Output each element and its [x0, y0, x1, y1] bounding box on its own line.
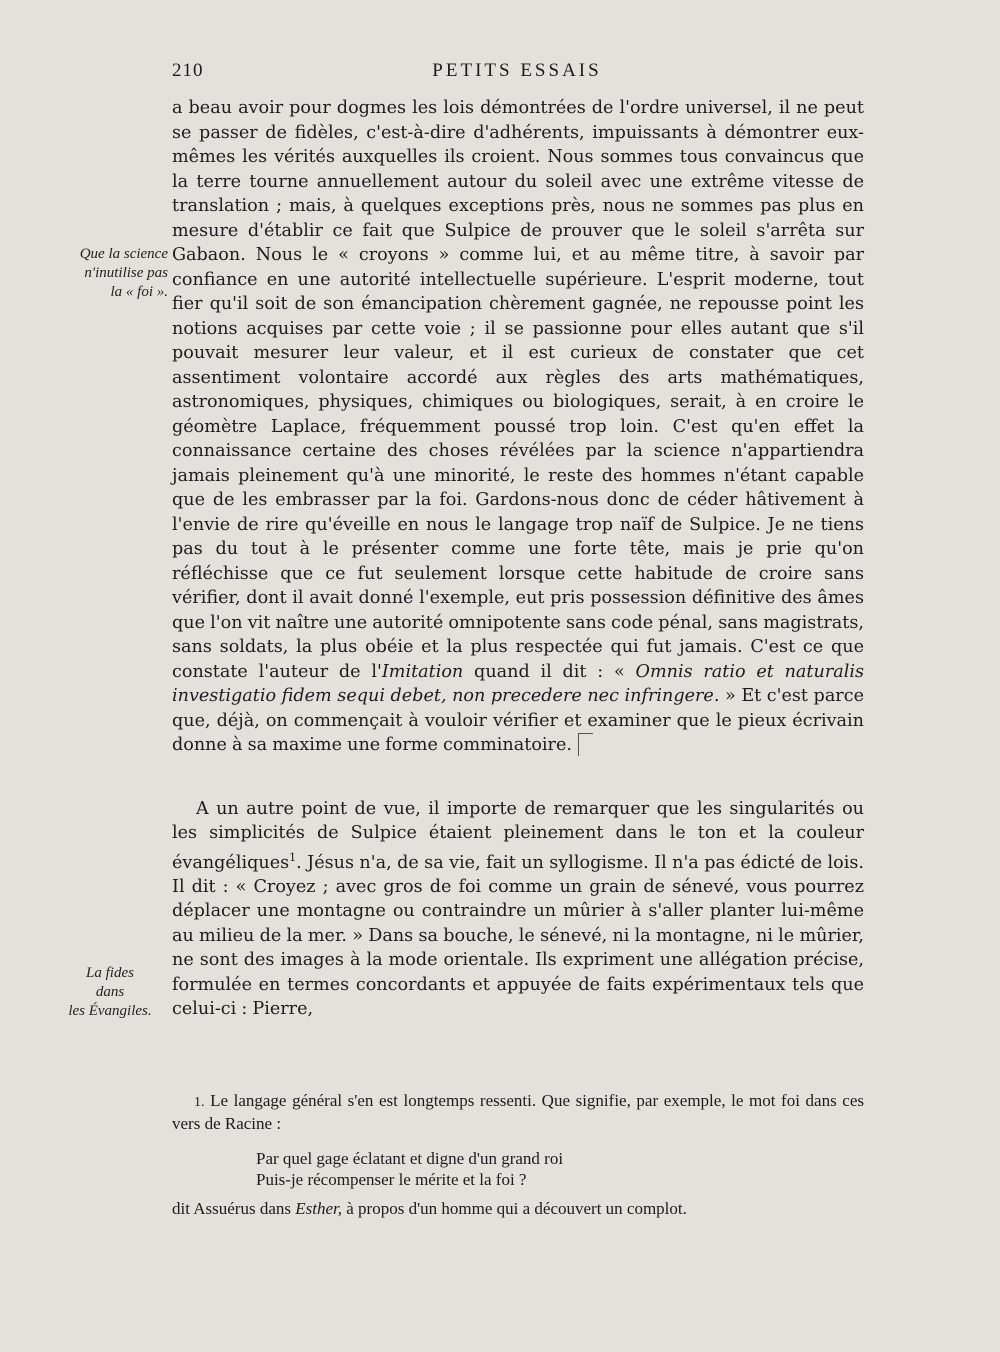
margin-note-science — [56, 245, 168, 302]
footnotes — [172, 1090, 864, 1219]
footnote-marker: 1. — [194, 1095, 205, 1110]
footnote-text: à propos d'un homme qui a découvert un complot. — [342, 1199, 687, 1218]
italic-title-esther: Esther, — [295, 1199, 342, 1218]
margin-note-line: la « foi ». — [110, 284, 168, 300]
proof-correction-mark — [578, 733, 593, 756]
footnote-text: Le langage général s'en est longtemps ressenti. Que signifie, par exemple, le mot foi dans ces vers de Racine : — [172, 1091, 864, 1133]
footnote-text: dit Assuérus dans — [172, 1199, 296, 1218]
running-title: PETITS ESSAIS — [432, 60, 602, 81]
paragraph-text: a beau avoir pour dogmes les lois démontrées de l'ordre universel, il ne peut se passer de fidèles, c'est-à-dire d'adhérents, impuissants à démontrer eux-mêmes les vérités auxquelles ils croient. Nous sommes tous convaincus que la terre tourne annuellement autour du soleil avec une extrême vitesse de translation ; mais, à quelques exceptions près, nous ne sommes pas plus en mesure d'établir ce fait que Sulpice de prouver que le soleil s'arrêta sur Gabaon. Nous le « croyons » comme lui, et au même titre, à savoir par confiance en une autorité intellectuelle supérieure. L'esprit moderne, tout fier qu'il soit de son émancipation chèrement gagnée, ne repousse point les notions acquises par cette voie ; il se passionne pour elles autant que s'il pouvait mesurer leur valeur, et il est curieux de constater que cet assentiment volontaire accordé aux règles des arts mathématiques, astronomiques, physiques, chimiques ou biologiques, serait, à en croire le géomètre Laplace, fréquemment poussé trop loin. C'est qu'en effet la connaissance certaine des choses révélées par la science n'appartiendra jamais pleinement qu'à une minorité, le reste des hommes n'étant capable que de les embrasser par la foi. Gardons-nous donc de céder hâtivement à l'envie de rire qu'éveille en nous le langage trop naïf de Sulpice. Je ne tiens pas du tout à le présenter comme une forte tête, mais je prie qu'on réfléchisse que ce fut seulement lorsque cette habitude de croire sans vérifier, dont il avait donné l'exemple, eut pris possession définitive des âmes que l'on vit naître une autorité omnipotente sans code pénal, sans magistrats, sans soldats, la plus obéie et la plus respectée qui fut jamais. C'est ce que constate l'auteur de l' — [172, 98, 864, 682]
footnote-continuation — [172, 1198, 864, 1219]
footnote-reference: 1 — [289, 850, 297, 864]
paragraph-text: quand il dit : « — [463, 661, 636, 682]
footnote-1 — [172, 1090, 864, 1134]
page-number: 210 — [172, 60, 204, 81]
paragraph-2 — [172, 797, 864, 1022]
margin-note-line: dans — [95, 984, 125, 1000]
verse-quote — [256, 1148, 864, 1190]
verse-line: Puis-je récompenser le mérite et la foi ? — [256, 1170, 527, 1189]
paragraph-text: A un autre point de vue, il importe de remarquer que les singularités ou les simplicités de Sulpice étaient pleinement dans le ton et la couleur évangéliques — [172, 798, 864, 873]
latin-quote: Omnis ratio et naturalis investigatio fidem sequi debet, non precedere nec infringere. — [172, 661, 865, 706]
margin-note-line: Que la science — [79, 246, 168, 262]
margin-note-line: les Évangiles. — [68, 1003, 152, 1019]
page-header — [172, 58, 862, 88]
margin-note-fides — [54, 964, 166, 1021]
verse-line: Par quel gage éclatant et digne d'un grand roi — [256, 1149, 564, 1168]
margin-note-line: La fides — [86, 965, 134, 981]
margin-note-line: n'inutilise pas — [84, 265, 168, 281]
body-text — [172, 96, 864, 1022]
paragraph-1 — [172, 96, 864, 758]
italic-title-imitation: Imitation — [381, 661, 464, 682]
paragraph-text: . Jésus n'a, de sa vie, fait un syllogisme. Il n'a pas édicté de lois. Il dit : « Croyez ; avec gros de foi comme un grain de sénevé, vous pourrez déplacer une montagne ou contraindre un mûrier à s'aller planter lui-même au milieu de la mer. » Dans sa bouche, le sénevé, ni la montagne, ni le mûrier, ne sont des images à la mode orientale. Ils expriment une allégation précise, formulée en termes concordants et appuyée de faits expérimentaux tels que celui-ci : Pierre, — [172, 852, 864, 1020]
paragraph-text: » Et c'est parce que, déjà, on commençait à vouloir vérifier et examiner que le pieux écrivain donne à sa maxime une forme comminatoire. — [172, 686, 864, 755]
